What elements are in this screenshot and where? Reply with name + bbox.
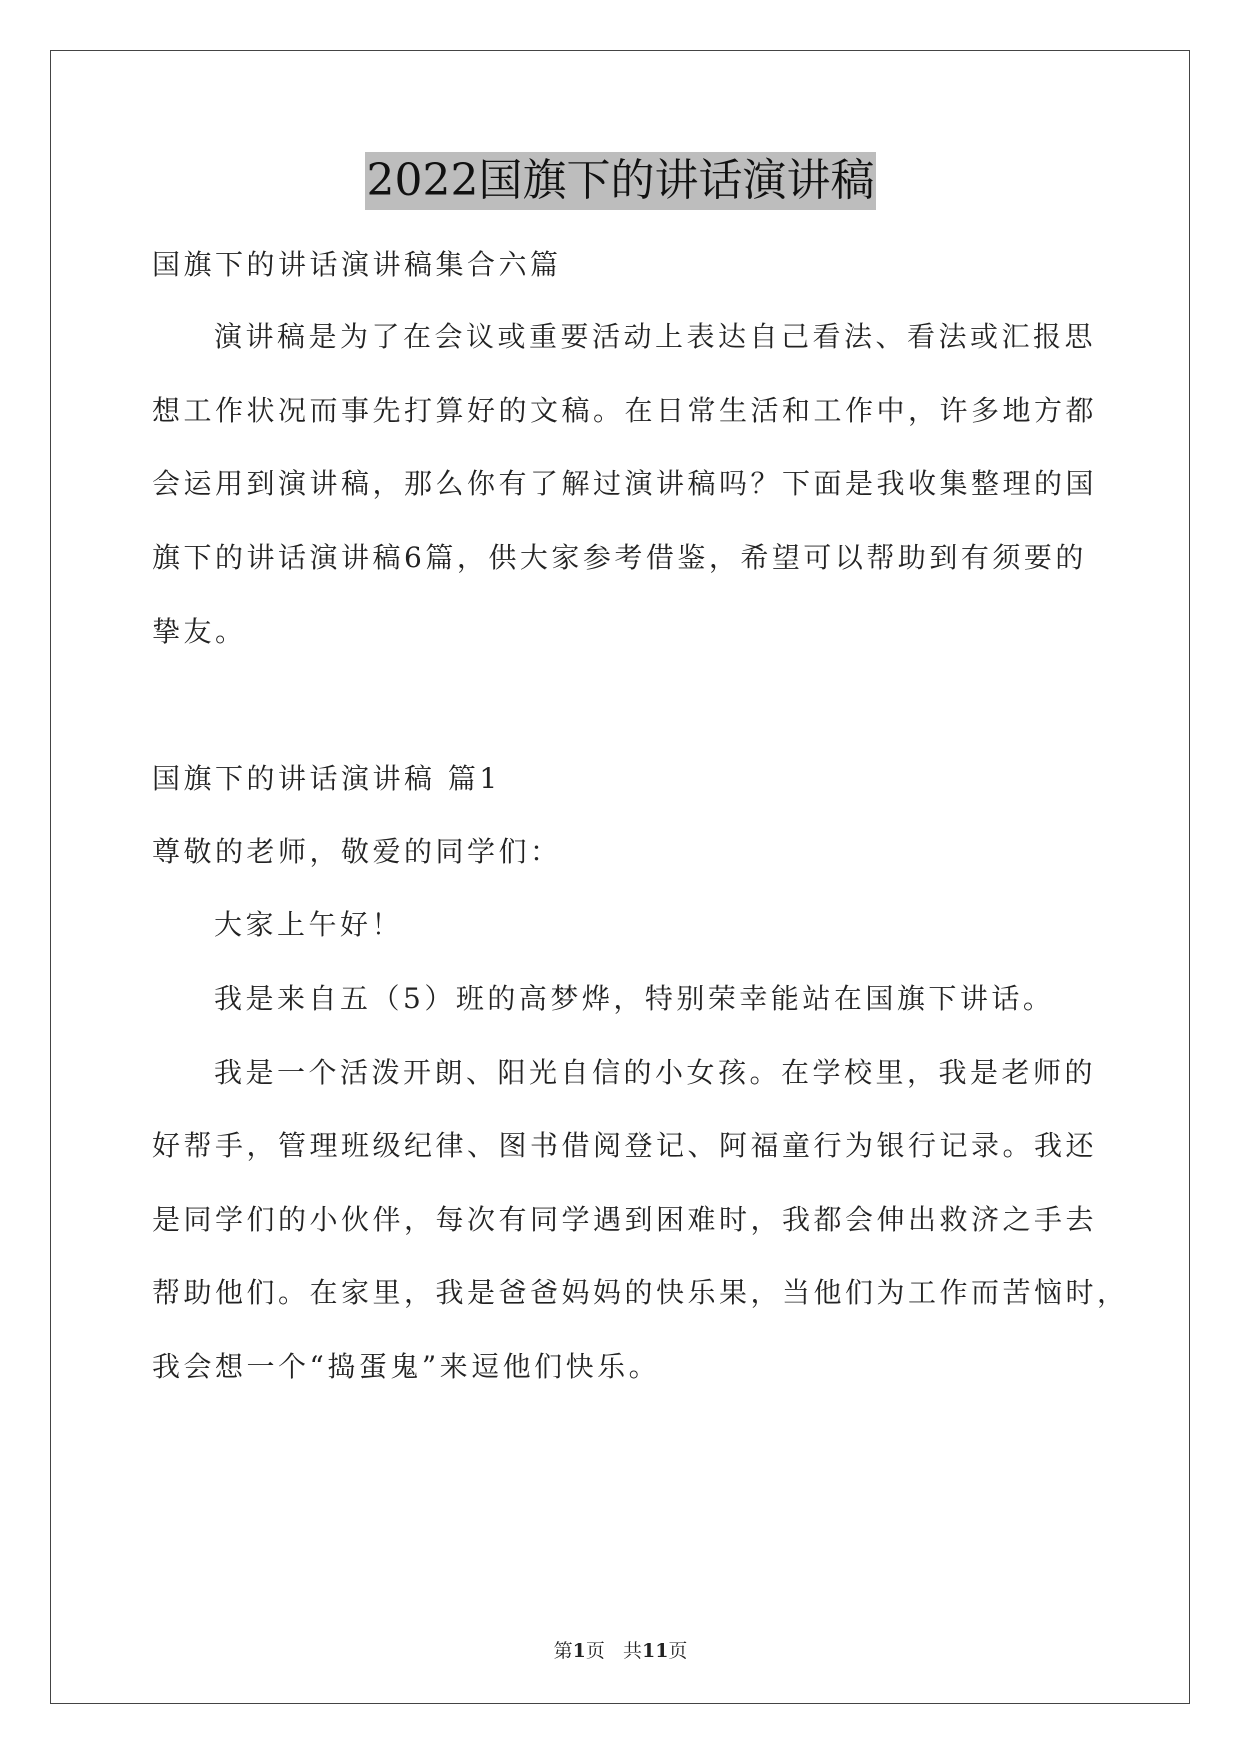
- section-heading: 国旗下的讲话演讲稿 篇1: [152, 762, 501, 795]
- page-footer: [0, 1636, 1241, 1663]
- intro-line-3: 会运用到演讲稿，那么你有了解过演讲稿吗？下面是我收集整理的国: [152, 467, 1098, 500]
- body-line-1: 大家上午好！: [214, 908, 404, 941]
- body-line-3: 我是一个活泼开朗、阳光自信的小女孩。在学校里，我是老师的: [214, 1056, 1097, 1089]
- footer-total-prefix: 共: [622, 1640, 642, 1662]
- intro-line-2: 想工作状况而事先打算好的文稿。在日常生活和工作中，许多地方都: [152, 394, 1098, 427]
- document-subtitle: 国旗下的讲话演讲稿集合六篇: [152, 248, 562, 281]
- body-line-4: 好帮手，管理班级纪律、图书借阅登记、阿福童行为银行记录。我还: [152, 1129, 1098, 1162]
- document-title: 2022国旗下的讲话演讲稿: [365, 152, 877, 210]
- footer-page-total: 11: [641, 1640, 669, 1662]
- intro-line-1: 演讲稿是为了在会议或重要活动上表达自己看法、看法或汇报思: [214, 320, 1097, 353]
- greeting: 尊敬的老师，敬爱的同学们：: [152, 835, 562, 868]
- intro-line-4: 旗下的讲话演讲稿6篇，供大家参考借鉴，希望可以帮助到有须要的: [152, 541, 1087, 574]
- footer-page-prefix: 第: [553, 1640, 573, 1662]
- body-line-7: 我会想一个“捣蛋鬼”来逗他们快乐。: [152, 1350, 661, 1383]
- footer-total-suffix: 页: [668, 1640, 688, 1662]
- page-border: [50, 50, 1190, 1704]
- body-line-6: 帮助他们。在家里，我是爸爸妈妈的快乐果，当他们为工作而苦恼时，: [152, 1276, 1129, 1309]
- body-line-2: 我是来自五（5）班的高梦烨，特别荣幸能站在国旗下讲话。: [214, 982, 1055, 1015]
- footer-page-current: 1: [572, 1640, 586, 1662]
- footer-page-suffix: 页: [585, 1640, 605, 1662]
- intro-line-5: 挚友。: [152, 615, 247, 648]
- title-container: [0, 152, 1241, 210]
- body-line-5: 是同学们的小伙伴，每次有同学遇到困难时，我都会伸出救济之手去: [152, 1203, 1098, 1236]
